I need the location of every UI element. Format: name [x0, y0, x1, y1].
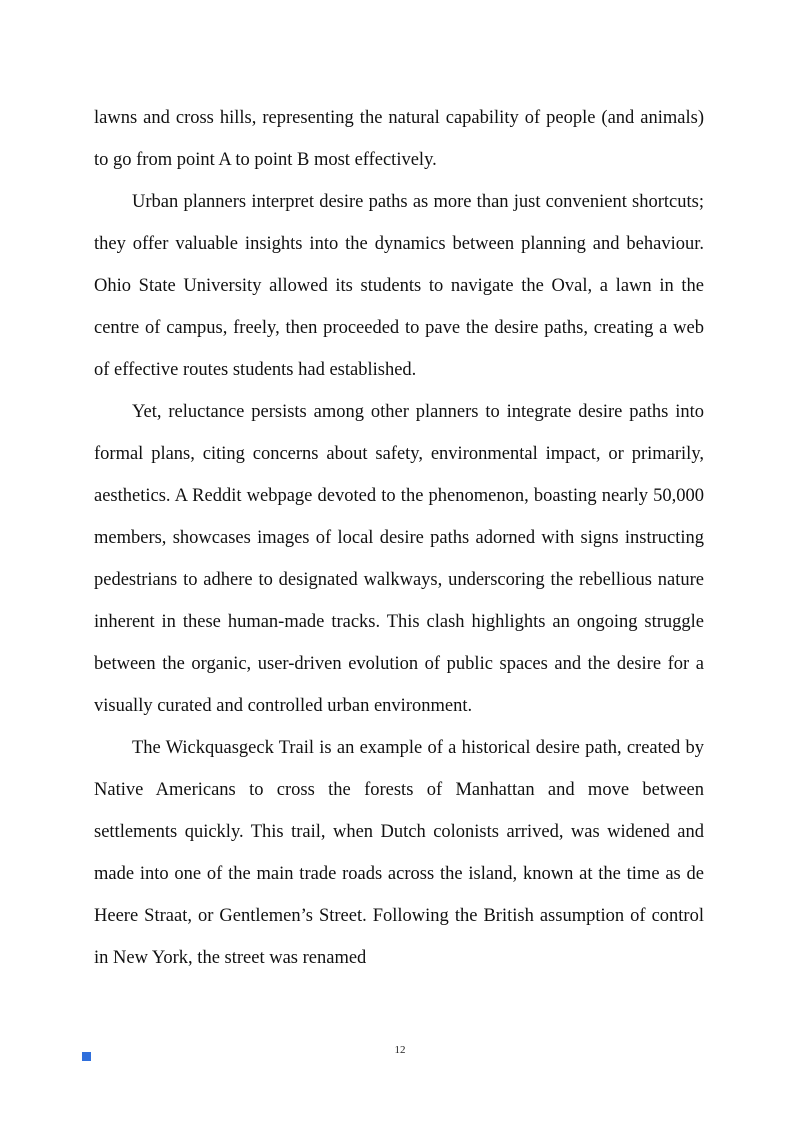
paragraph-urban-planners: Urban planners interpret desire paths as more than just convenient shortcuts; they offer valuable insights into the dynamics between planning and behaviour. Ohio State University allowed its students to navigate the Oval, a lawn in the centre of campus, freely, then proceeded to pave the desire paths, creating a web of effective routes students had established.	[94, 192, 704, 380]
body-text	[94, 97, 704, 979]
paragraph-wickquasgeck-trail: The Wickquasgeck Trail is an example of a historical desire path, created by Native Americans to cross the forests of Manhattan and move between settlements quickly. This trail, when Dutch colonists arrived, was widened and made into one of the main trade roads across the island, known at the time as de Heere Straat, or Gentlemen’s Street. Following the British assumption of control in New York, the street was renamed	[94, 738, 704, 968]
page-number: 12	[394, 1044, 406, 1056]
paragraph-continued: lawns and cross hills, representing the natural capability of people (and animals) to go from point A to point B most effectively.	[94, 108, 704, 170]
corner-marker-icon	[82, 1052, 91, 1061]
paragraph-reluctance: Yet, reluctance persists among other planners to integrate desire paths into formal plans, citing concerns about safety, environmental impact, or primarily, aesthetics. A Reddit webpage devoted to the phenomenon, boasting nearly 50,000 members, showcases images of local desire paths adorned with signs instructing pedestrians to adhere to designated walkways, underscoring the rebellious nature inherent in these human-made tracks. This clash highlights an ongoing struggle between the organic, user-driven evolution of public spaces and the desire for a visually curated and controlled urban environment.	[94, 402, 704, 716]
